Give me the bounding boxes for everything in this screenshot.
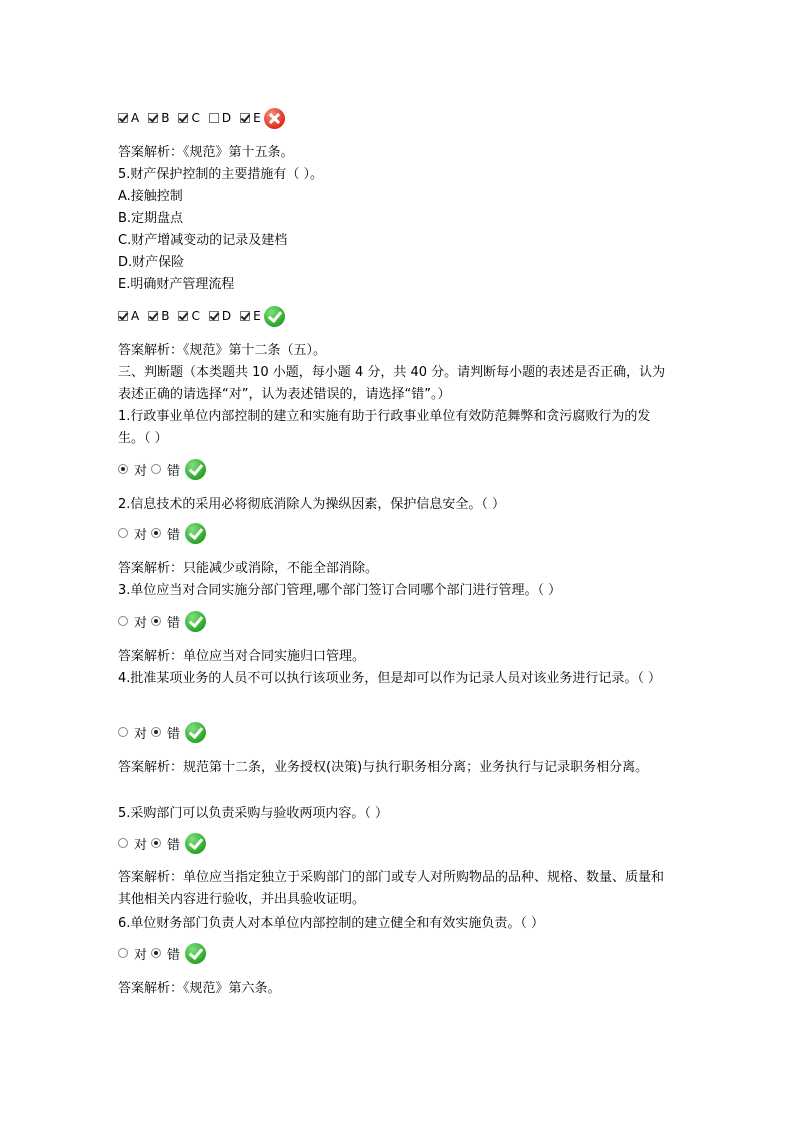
tf5-options-row xyxy=(118,831,206,855)
tf1-radio-true[interactable] xyxy=(118,464,128,474)
tf2-radio-false[interactable] xyxy=(151,528,161,538)
tf2-label-true: 对 xyxy=(134,527,148,543)
correct-icon xyxy=(185,611,206,632)
tf4-radio-true[interactable] xyxy=(118,727,128,737)
q4-checkbox-a[interactable] xyxy=(118,113,128,123)
correct-icon xyxy=(185,523,206,544)
q5-label-b: B xyxy=(161,309,170,323)
tf3-options-row xyxy=(118,609,206,633)
q4-label-c: C xyxy=(191,111,200,125)
tf1-question: 1.行政事业单位内部控制的建立和实施有助于行政事业单位有效防范舞弊和贪污腐败行为的发生。（ ） xyxy=(118,409,651,446)
tf1-label-false: 错 xyxy=(167,463,181,479)
tf1-options-row xyxy=(118,457,206,481)
q4-answer: 答案解析：《规范》第十五条。 xyxy=(118,145,294,160)
tf3-label-true: 对 xyxy=(134,615,148,631)
correct-icon xyxy=(264,306,285,327)
tf2-radio-true[interactable] xyxy=(118,528,128,538)
q4-checkbox-b[interactable] xyxy=(148,113,158,123)
q4-label-e: E xyxy=(253,111,261,125)
q5-checkbox-a[interactable] xyxy=(118,311,128,321)
tf5-radio-true[interactable] xyxy=(118,838,128,848)
q4-checkbox-e[interactable] xyxy=(240,113,250,123)
q5-label-a: A xyxy=(131,309,140,323)
tf3-label-false: 错 xyxy=(167,615,181,631)
q5-label-e: E xyxy=(253,309,261,323)
q4-label-d: D xyxy=(221,111,232,125)
tf6-options-row xyxy=(118,941,206,965)
q5-checkbox-e[interactable] xyxy=(240,311,250,321)
tf4-answer: 答案解析：规范第十二条，业务授权(决策)与执行职务相分离；业务执行与记录职务相分离。 xyxy=(118,760,649,775)
tf2-label-false: 错 xyxy=(167,527,181,543)
tf2-question: 2.信息技术的采用必将彻底消除人为操纵因素，保护信息安全。（ ） xyxy=(118,497,506,512)
tf3-radio-false[interactable] xyxy=(151,616,161,626)
q4-label-a: A xyxy=(131,111,140,125)
q5-option-b: B.定期盘点 xyxy=(118,211,184,226)
tf6-radio-false[interactable] xyxy=(151,948,161,958)
tf4-label-false: 错 xyxy=(167,726,181,742)
tf5-answer: 答案解析：单位应当指定独立于采购部门的部门或专人对所购物品的品种、规格、数量、质量和其他相关内容进行验收，并出具验收证明。 xyxy=(118,870,665,907)
tf5-radio-false[interactable] xyxy=(151,838,161,848)
tf6-label-false: 错 xyxy=(167,947,181,963)
q5-checkbox-c[interactable] xyxy=(178,311,188,321)
q4-checkbox-c[interactable] xyxy=(178,113,188,123)
q4-options-row xyxy=(118,106,285,130)
correct-icon xyxy=(185,459,206,480)
q5-answer: 答案解析：《规范》第十二条（五）。 xyxy=(118,343,327,358)
correct-icon xyxy=(185,722,206,743)
tf4-options-row xyxy=(118,720,206,744)
correct-icon xyxy=(185,833,206,854)
tf6-radio-true[interactable] xyxy=(118,948,128,958)
tf5-label-false: 错 xyxy=(167,837,181,853)
tf6-answer: 答案解析：《规范》第六条。 xyxy=(118,981,281,996)
section3-heading: 三、判断题（本类题共 10 小题，每小题 4 分，共 40 分。请判断每小题的表述是否正确，认为表述正确的请选择“对”，认为表述错误的，请选择“错”。） xyxy=(118,365,666,402)
tf5-question: 5.采购部门可以负责采购与验收两项内容。（ ） xyxy=(118,806,389,821)
q5-option-e: E.明确财产管理流程 xyxy=(118,277,235,292)
q5-title: 5.财产保护控制的主要措施有（ ）。 xyxy=(118,167,324,182)
q5-label-c: C xyxy=(191,309,200,323)
tf3-radio-true[interactable] xyxy=(118,616,128,626)
q5-option-d: D.财产保险 xyxy=(118,255,185,270)
q5-option-c: C.财产增减变动的记录及建档 xyxy=(118,233,288,248)
tf2-options-row xyxy=(118,521,206,545)
q5-label-d: D xyxy=(221,309,232,323)
tf4-label-true: 对 xyxy=(134,726,148,742)
wrong-icon xyxy=(264,108,285,129)
q4-label-b: B xyxy=(161,111,170,125)
q4-checkbox-d[interactable] xyxy=(209,113,219,123)
tf1-radio-false[interactable] xyxy=(151,464,161,474)
q5-options-row xyxy=(118,304,285,328)
tf6-question: 6.单位财务部门负责人对本单位内部控制的建立健全和有效实施负责。（ ） xyxy=(118,916,545,931)
tf3-answer: 答案解析：单位应当对合同实施归口管理。 xyxy=(118,649,366,664)
tf4-radio-false[interactable] xyxy=(151,727,161,737)
tf2-answer: 答案解析：只能减少或消除，不能全部消除。 xyxy=(118,561,379,576)
correct-icon xyxy=(185,943,206,964)
tf6-label-true: 对 xyxy=(134,947,148,963)
tf4-question: 4.批准某项业务的人员不可以执行该项业务，但是却可以作为记录人员对该业务进行记录。（ ） xyxy=(118,671,662,686)
q5-checkbox-d[interactable] xyxy=(209,311,219,321)
tf5-label-true: 对 xyxy=(134,837,148,853)
q5-option-a: A.接触控制 xyxy=(118,189,183,204)
tf1-label-true: 对 xyxy=(134,463,148,479)
q5-checkbox-b[interactable] xyxy=(148,311,158,321)
tf3-question: 3.单位应当对合同实施分部门管理,哪个部门签订合同哪个部门进行管理。（ ） xyxy=(118,583,562,598)
